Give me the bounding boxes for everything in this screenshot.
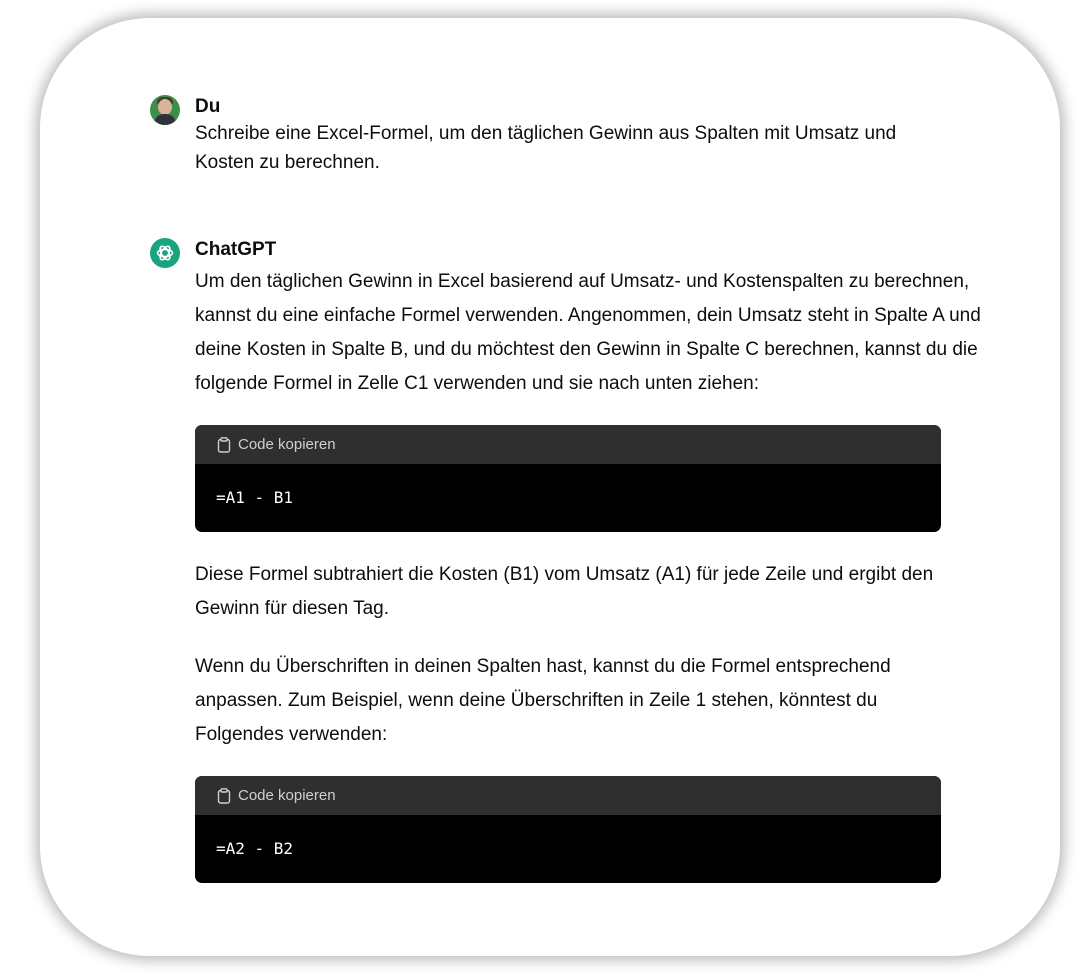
assistant-paragraph-3: Wenn du Überschriften in deinen Spalten hast, kannst du die Formel entsprechend anpassen. Zum Beispiel, wenn deine Überschriften in Zeile 1 stehen, könntest du Folgendes verwenden: <box>195 656 891 745</box>
code-content-2: =A2 - B2 <box>216 839 294 858</box>
user-message <box>150 95 1050 185</box>
assistant-avatar <box>150 238 180 268</box>
code-content-1: =A1 - B1 <box>216 488 294 507</box>
assistant-paragraph-1: Um den täglichen Gewinn in Excel basierend auf Umsatz- und Kostenspalten zu berechnen, kannst du eine einfache Formel verwenden. Angenommen, dein Umsatz steht in Spalte A und deine Kosten in Spalte B, und du möchtest den Gewinn in Spalte C berechnen, kannst du die folgende Formel in Zelle C1 verwenden und sie nach unten ziehen: <box>195 271 981 394</box>
chat-card <box>40 18 1060 956</box>
code-block-2 <box>195 776 941 883</box>
copy-code-label-1: Code kopieren <box>238 436 336 453</box>
copy-code-button-2[interactable] <box>195 776 941 815</box>
clipboard-icon <box>217 788 231 804</box>
openai-logo-icon <box>155 243 175 263</box>
assistant-name: ChatGPT <box>195 239 277 260</box>
user-name: Du <box>195 96 221 117</box>
code-block-1 <box>195 425 941 532</box>
avatar-body <box>154 114 176 125</box>
copy-code-button-1[interactable] <box>195 425 941 464</box>
avatar-face <box>158 99 172 115</box>
assistant-paragraph-2: Diese Formel subtrahiert die Kosten (B1) vom Umsatz (A1) für jede Zeile und ergibt den Gewinn für diesen Tag. <box>195 564 934 619</box>
user-message-text: Schreibe eine Excel-Formel, um den täglichen Gewinn aus Spalten mit Umsatz und Kosten zu berechnen. <box>195 123 897 173</box>
copy-code-label-2: Code kopieren <box>238 787 336 804</box>
clipboard-icon <box>217 437 231 453</box>
user-avatar <box>150 95 180 125</box>
